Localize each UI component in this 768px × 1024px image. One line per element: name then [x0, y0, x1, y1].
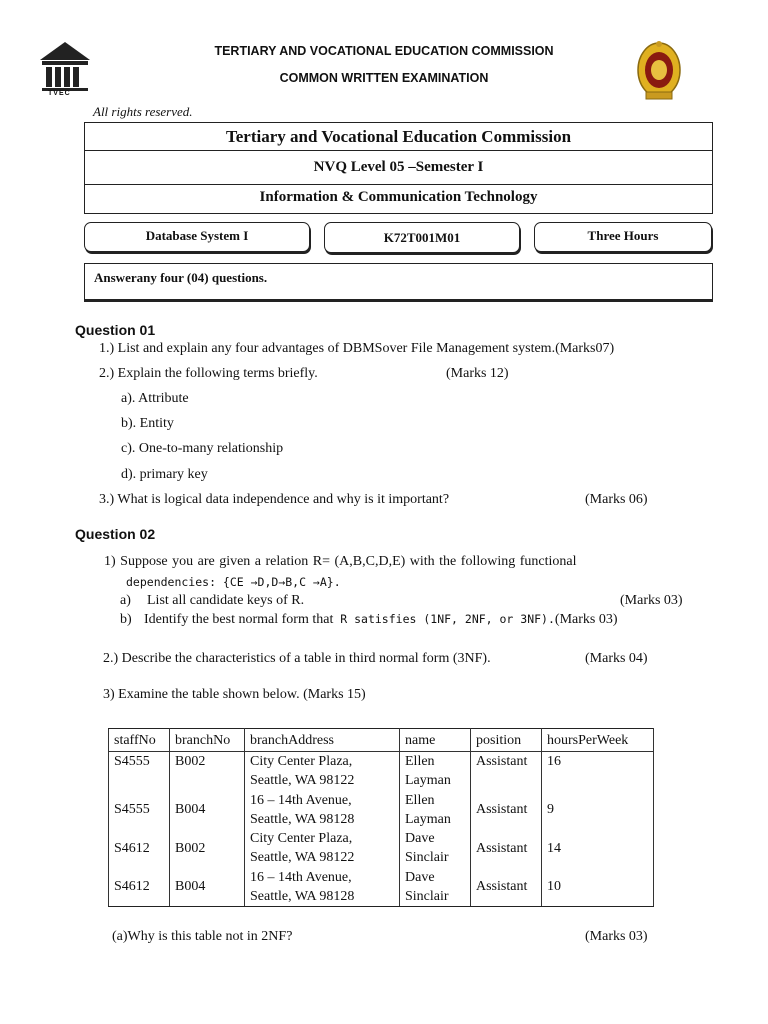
cell-position: Assistant [471, 752, 542, 791]
cell-branchno: B002 [170, 829, 245, 868]
cell-hours: 10 [542, 868, 654, 907]
logo-text: TVEC [48, 90, 71, 97]
q2-part-1a-marks: (Marks 03) [620, 593, 683, 608]
duration-pill: Three Hours [534, 222, 712, 252]
cell-hours: 14 [542, 829, 654, 868]
q2-part-3a-marks: (Marks 03) [585, 929, 648, 944]
q1-sub-c: c). One-to-many relationship [121, 441, 284, 456]
table-row [109, 752, 654, 791]
commission-heading: TERTIARY AND VOCATIONAL EDUCATION COMMISSION [214, 44, 554, 58]
cell-branchaddress [245, 829, 400, 868]
staff-branch-table [108, 728, 654, 907]
q2-part-1b-text: Identify the best normal form that [144, 612, 334, 627]
code-pill: K72T001M01 [324, 222, 520, 253]
cell-branchno: B002 [170, 752, 245, 791]
cell-branchaddress [245, 752, 400, 791]
cell-position: Assistant [471, 791, 542, 830]
q1-sub-b: b). Entity [121, 416, 174, 431]
title-org: Tertiary and Vocational Education Commission [84, 122, 713, 151]
cell-name [400, 791, 471, 830]
address-line-2: Seattle, WA 98128 [250, 811, 355, 827]
first-name: Dave [405, 869, 435, 885]
last-name: Sinclair [405, 850, 449, 866]
cell-hours: 9 [542, 791, 654, 830]
cell-position: Assistant [471, 868, 542, 907]
last-name: Layman [405, 773, 451, 789]
q2-part-1a: List all candidate keys of R. [147, 593, 305, 608]
first-name: Dave [405, 831, 435, 847]
table-row [109, 868, 654, 907]
q1-item-2-marks: (Marks 12) [446, 366, 509, 381]
rights-notice: All rights reserved. [93, 104, 193, 119]
q2-part-1b-marks: (Marks 03) [554, 612, 618, 627]
col-branchno: branchNo [170, 729, 245, 752]
q2-part-2: 2.) Describe the characteristics of a table in third normal form (3NF). [103, 651, 491, 666]
first-name: Ellen [405, 754, 435, 770]
cell-staffno: S4612 [109, 829, 170, 868]
address-line-1: 16 – 14th Avenue, [250, 869, 352, 885]
last-name: Sinclair [405, 888, 449, 904]
q2-part-3a: (a)Why is this table not in 2NF? [112, 929, 293, 944]
question-01-heading: Question 01 [75, 322, 156, 338]
cell-staffno: S4555 [109, 752, 170, 791]
q2-part-1-dependencies: dependencies: {CE →D,D→B,C →A}. [126, 575, 341, 589]
q2-part-1-line-1: 1) Suppose you are given a relation R= (A,B,C,D,E) with the following functional [104, 554, 577, 569]
last-name: Layman [405, 811, 451, 827]
q2-part-1a-label: a) [120, 593, 131, 608]
question-02-heading: Question 02 [75, 526, 156, 542]
cell-staffno: S4612 [109, 868, 170, 907]
cell-branchno: B004 [170, 791, 245, 830]
col-staffno: staffNo [109, 729, 170, 752]
exam-heading: COMMON WRITTEN EXAMINATION [279, 71, 489, 85]
table-header-row [109, 729, 654, 752]
q2-part-2-marks: (Marks 04) [585, 651, 648, 666]
table-row [109, 829, 654, 868]
cell-name [400, 868, 471, 907]
q1-item-1: 1.) List and explain any four advantages of DBMSover File Management system.(Marks07) [99, 341, 615, 356]
cell-name [400, 829, 471, 868]
cell-staffno: S4555 [109, 791, 170, 830]
q1-item-2: 2.) Explain the following terms briefly. [99, 366, 318, 381]
q1-item-3-marks: (Marks 06) [585, 492, 648, 507]
col-hoursperweek: hoursPerWeek [542, 729, 654, 752]
cell-name [400, 752, 471, 791]
col-name: name [400, 729, 471, 752]
q1-item-3: 3.) What is logical data independence and why is it important? [99, 492, 450, 507]
q1-sub-a: a). Attribute [121, 391, 189, 406]
cell-hours: 16 [542, 752, 654, 791]
cell-branchaddress [245, 791, 400, 830]
q2-part-1b-mono: R satisfies (1NF, 2NF, or 3NF). [333, 612, 555, 626]
title-program: Information & Communication Technology [84, 184, 713, 214]
address-line-2: Seattle, WA 98122 [250, 850, 355, 866]
cell-position: Assistant [471, 829, 542, 868]
address-line-1: 16 – 14th Avenue, [250, 792, 352, 808]
q2-part-1b [144, 612, 618, 628]
instructions-text: Answerany four (04) questions. [94, 270, 268, 285]
col-branchaddress: branchAddress [245, 729, 400, 752]
address-line-1: City Center Plaza, [250, 831, 353, 847]
cell-branchaddress [245, 868, 400, 907]
address-line-2: Seattle, WA 98122 [250, 773, 355, 789]
title-level: NVQ Level 05 –Semester I [84, 150, 713, 185]
col-position: position [471, 729, 542, 752]
subject-pill: Database System I [84, 222, 310, 252]
q2-part-1b-label: b) [120, 612, 132, 627]
address-line-1: City Center Plaza, [250, 754, 353, 770]
cell-branchno: B004 [170, 868, 245, 907]
table-row [109, 791, 654, 830]
first-name: Ellen [405, 792, 435, 808]
q1-sub-d: d). primary key [121, 467, 208, 482]
address-line-2: Seattle, WA 98128 [250, 888, 355, 904]
instructions-box [84, 263, 713, 300]
q2-part-3: 3) Examine the table shown below. (Marks 15) [103, 687, 366, 702]
